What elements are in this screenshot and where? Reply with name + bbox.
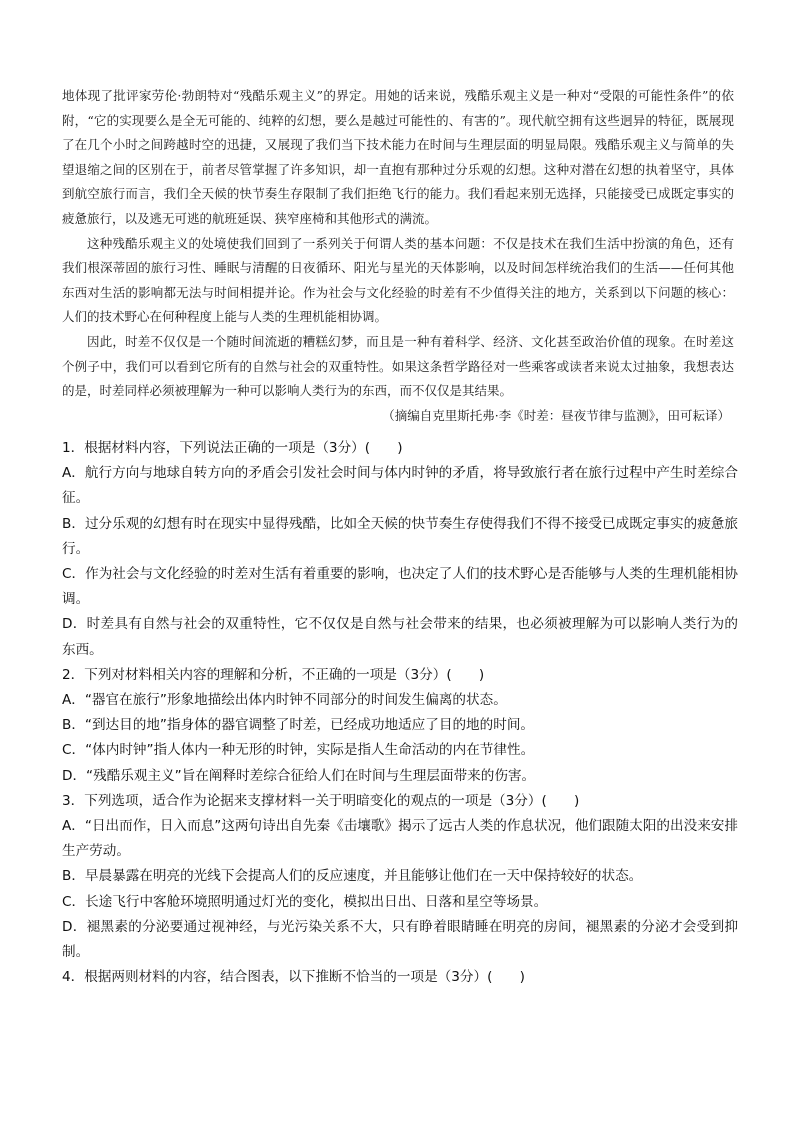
option-c: C．“体内时钟”指人体内一种无形的时钟，实际是指人生命活动的内在节律性。 [62,742,535,759]
option-a: A．航行方向与地球自转方向的矛盾会引发社会时间与体内时钟的矛盾，将导致旅行者在旅行过程中产生时差综合征。 [62,465,738,507]
passage-paragraph-1: 地体现了批评家劳伦·勃朗特对“残酷乐观主义”的界定。用她的话来说，残酷乐观主义是一种对“受限的可能性条件”的依附，“它的实现要么是全无可能的、纯粹的幻想，要么是越过可能性的、有害的”。现代航空拥有这些迥异的特征，既展现了在几个小时之间跨越时空的迅捷，又展现了我们当下技术能力在时间与生理层面的明显局限。残酷乐观主义与简单的失望退缩之间的区别在于，前者尽管掌握了许多知识，却一直抱有那种过分乐观的幻想。这种对潜在幻想的执着坚守，具体到航空旅行而言，我们全天候的快节奏生存限制了我们拒绝飞行的能力。我们看起来别无选择，只能接受已成既定事实的疲惫旅行，以及逃无可逃的航班延误、狭窄座椅和其他形式的满流。 [62,88,734,226]
option-c: C．长途飞行中客舱环境照明通过灯光的变化，模拟出日出、日落和星空等场景。 [62,893,548,910]
option-d: D．褪黑素的分泌要通过视神经，与光污染关系不大，只有睁着眼睛睡在明亮的房间，褪黑素的分泌才会受到抑制。 [62,918,738,961]
option-c: C．作为社会与文化经验的时差对生活有着重要的影响，也决定了人们的技术野心是否能够与人类的生理机能相协调。 [62,566,738,608]
option-d: D．“残酷乐观主义”旨在阐释时差综合征给人们在时间与生理层面带来的伤害。 [62,767,536,784]
passage-paragraph-2: 这种残酷乐观主义的处境使我们回到了一系列关于何谓人类的基本问题：不仅是技术在我们生活中扮演的角色，还有我们根深蒂固的旅行习性、睡眠与清醒的日夜循环、阳光与星光的天体影响，以及时间怎样统治我们的生活——任何其他东西对生活的影响都无法与时间相提并论。作为社会与文化经验的时差有不少值得关注的地方，关系到以下问题的核心：人们的技术野心在何种程度上能与人类的生理机能相协调。 [62,235,734,325]
option-b: B．过分乐观的幻想有时在现实中显得残酷，比如全天候的快节奏生存使得我们不得不接受已成既定事实的疲惫旅行。 [62,515,738,557]
question-stem: 3．下列选项，适合作为论据来支撑材料一关于明暗变化的观点的一项是（3分）( ) [62,792,580,809]
option-a: A．“日出而作，日入而息”这两句诗出自先秦《击壤歌》揭示了远古人类的作息状况，他们跟随太阳的出没来安排生产劳动。 [62,818,738,860]
option-b: B．早晨暴露在明亮的光线下会提高人们的反应速度，并且能够让他们在一天中保持较好的状态。 [62,868,643,885]
reading-passage [62,84,734,428]
option-a: A．“器官在旅行”形象地描绘出体内时钟不同部分的时间发生偏离的状态。 [62,692,507,709]
question-3 [62,789,738,965]
option-d: D．时差具有自然与社会的双重特性，它不仅仅是自然与社会带来的结果，也必须被理解为可以影响人类行为的东西。 [62,616,738,658]
passage-source-citation: （摘编自克里斯托弗·李《时差：昼夜节律与监测》，田可耘译） [382,407,730,423]
question-4 [62,965,738,990]
question-stem: 2．下列对材料相关内容的理解和分析，不正确的一项是（3分）( ) [62,666,485,683]
question-2 [62,663,738,789]
question-1 [62,436,738,663]
question-stem: 1．根据材料内容，下列说法正确的一项是（3分）( ) [62,440,403,456]
question-list [62,436,738,990]
question-stem: 4．根据两则材料的内容，结合图表，以下推断不恰当的一项是（3分）( ) [62,969,525,986]
passage-paragraph-3: 因此，时差不仅仅是一个随时间流逝的糟糕幻梦，而且是一种有着科学、经济、文化甚至政治价值的现象。在时差这个例子中，我们可以看到它所有的自然与社会的双重特性。如果这条哲学路径对一些乘客或读者来说太过抽象，我想表达的是，时差同样必须被理解为一种可以影响人类行为的东西，而不仅仅是其结果。 [62,333,734,399]
option-b: B．“到达目的地”指身体的器官调整了时差，已经成功地适应了目的地的时间。 [62,717,535,734]
